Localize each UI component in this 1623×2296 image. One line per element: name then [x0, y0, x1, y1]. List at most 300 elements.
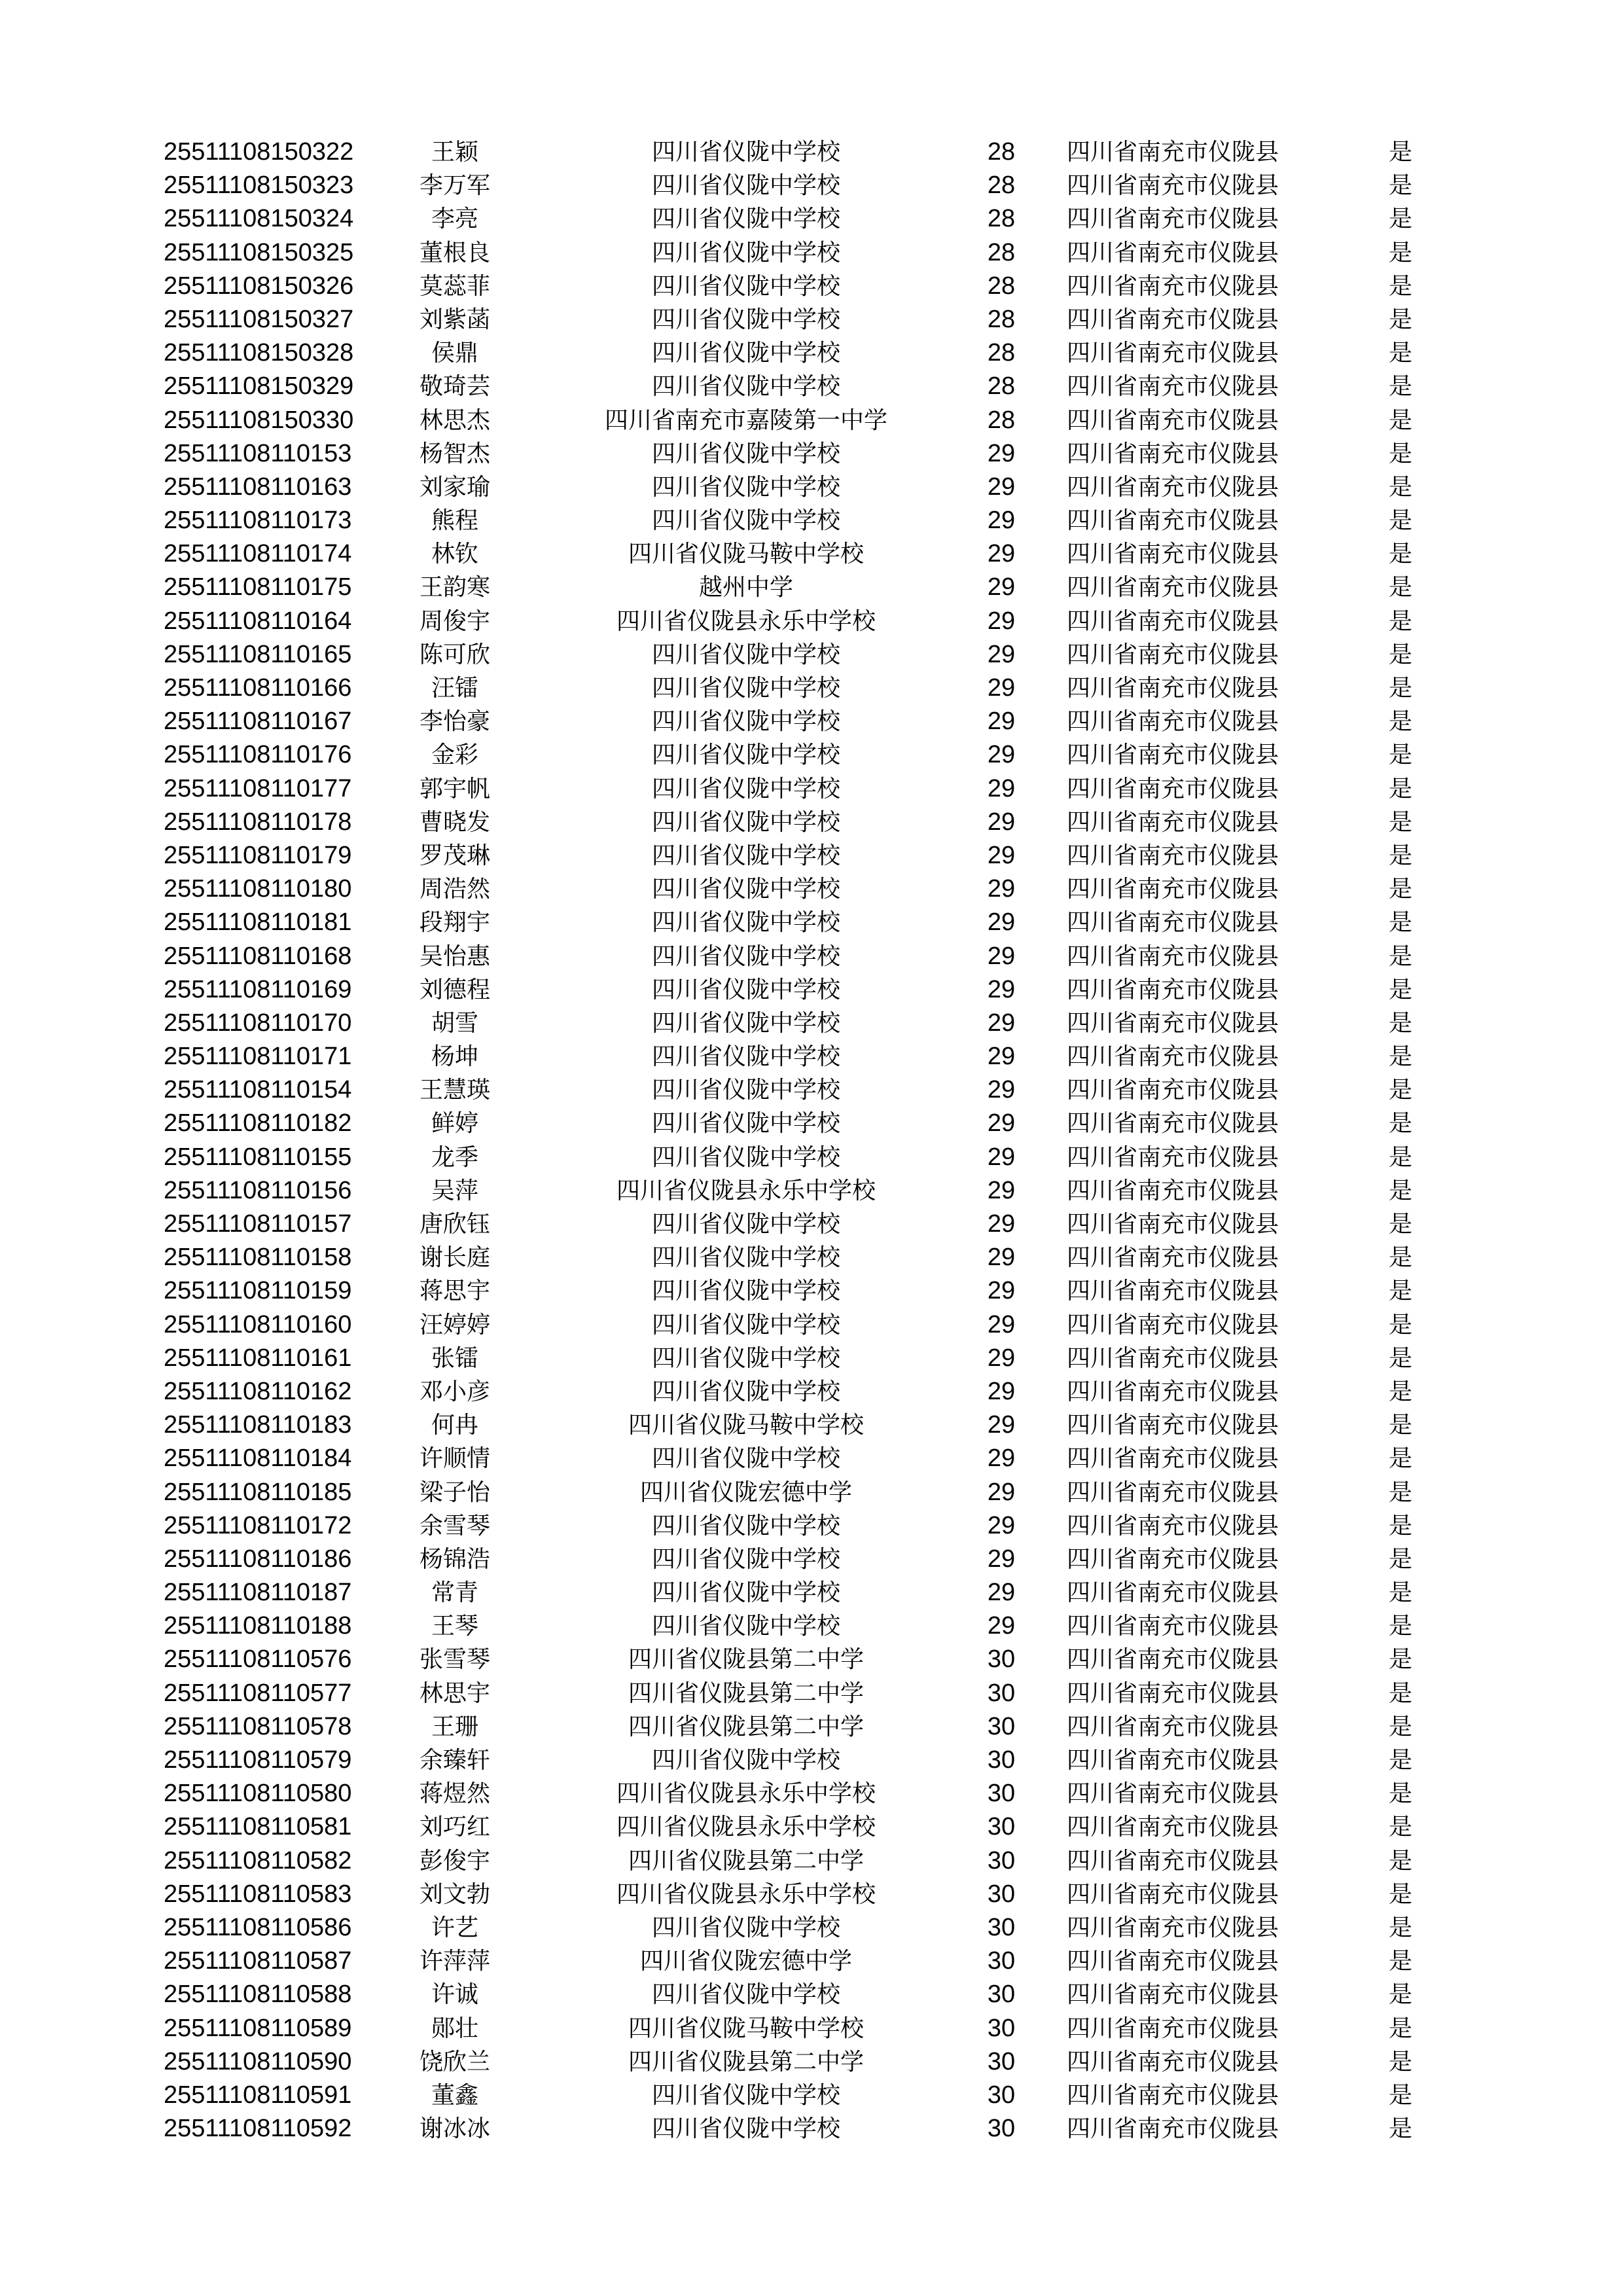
student-name-cell: 杨锦浩 [419, 1545, 490, 1573]
candidate-id-cell: 25511108110178 [164, 808, 352, 836]
region-cell: 四川省南充市仪陇县 [1067, 742, 1279, 769]
eligible-flag-cell: 是 [1388, 1344, 1412, 1372]
student-name-cell: 罗茂琳 [419, 842, 490, 869]
candidate-id-cell: 25511108150325 [164, 238, 354, 266]
candidate-id-cell: 25511108110159 [164, 1277, 352, 1305]
group-number-cell: 28 [987, 238, 1016, 266]
eligible-flag-cell: 是 [1388, 1412, 1412, 1439]
region-cell: 四川省南充市仪陇县 [1067, 909, 1279, 937]
school-name-cell: 四川省仪陇中学校 [651, 473, 840, 501]
table-row [0, 1744, 1623, 1777]
region-cell: 四川省南充市仪陇县 [1067, 306, 1279, 333]
student-name-cell: 许萍萍 [419, 1948, 490, 1975]
table-row [0, 1442, 1623, 1475]
candidate-id-cell: 25511108150322 [164, 138, 354, 166]
table-row [0, 1710, 1623, 1744]
eligible-flag-cell: 是 [1388, 440, 1412, 467]
student-name-cell: 郭宇帆 [419, 775, 490, 802]
group-number-cell: 29 [987, 1109, 1016, 1138]
student-name-cell: 刘紫菡 [419, 306, 490, 333]
school-name-cell: 四川省仪陇中学校 [651, 172, 840, 200]
group-number-cell: 30 [987, 1880, 1016, 1908]
eligible-flag-cell: 是 [1388, 1445, 1412, 1473]
school-name-cell: 四川省仪陇中学校 [651, 842, 840, 869]
group-number-cell: 30 [987, 1679, 1016, 1707]
group-number-cell: 29 [987, 607, 1016, 635]
region-cell: 四川省南充市仪陇县 [1067, 1445, 1279, 1473]
school-name-cell: 四川省仪陇中学校 [651, 708, 840, 736]
student-name-cell: 王琴 [431, 1613, 478, 1640]
student-name-cell: 刘文勃 [419, 1880, 490, 1908]
group-number-cell: 29 [987, 975, 1016, 1003]
region-cell: 四川省南充市仪陇县 [1067, 1311, 1279, 1338]
candidate-id-cell: 25511108110187 [164, 1579, 352, 1607]
region-cell: 四川省南充市仪陇县 [1067, 607, 1279, 635]
student-name-cell: 董鑫 [431, 2081, 478, 2109]
eligible-flag-cell: 是 [1388, 1110, 1412, 1138]
group-number-cell: 29 [987, 1210, 1016, 1238]
eligible-flag-cell: 是 [1388, 1579, 1412, 1607]
school-name-cell: 四川省仪陇中学校 [651, 1110, 840, 1138]
student-name-cell: 杨智杰 [419, 440, 490, 467]
school-name-cell: 四川省仪陇中学校 [651, 1445, 840, 1473]
table-row [0, 940, 1623, 973]
eligible-flag-cell: 是 [1388, 541, 1412, 568]
group-number-cell: 28 [987, 272, 1016, 300]
region-cell: 四川省南充市仪陇县 [1067, 272, 1279, 300]
candidate-id-cell: 25511108110167 [164, 708, 352, 736]
table-row [0, 1911, 1623, 1945]
eligible-flag-cell: 是 [1388, 373, 1412, 401]
region-cell: 四川省南充市仪陇县 [1067, 1344, 1279, 1372]
school-name-cell: 四川省仪陇中学校 [651, 1579, 840, 1607]
candidate-id-cell: 25511108110592 [164, 2115, 352, 2143]
candidate-id-cell: 25511108150330 [164, 406, 354, 434]
group-number-cell: 28 [987, 406, 1016, 434]
table-row [0, 1643, 1623, 1676]
school-name-cell: 四川省仪陇中学校 [651, 373, 840, 401]
group-number-cell: 29 [987, 1377, 1016, 1405]
student-name-cell: 李亮 [431, 206, 478, 233]
student-name-cell: 张雪琴 [419, 1646, 490, 1674]
group-number-cell: 29 [987, 875, 1016, 903]
candidate-id-cell: 25511108110160 [164, 1310, 352, 1338]
candidate-id-cell: 25511108110155 [164, 1143, 352, 1171]
candidate-id-cell: 25511108110171 [164, 1043, 352, 1071]
school-name-cell: 四川省仪陇中学校 [651, 1311, 840, 1338]
student-name-cell: 周浩然 [419, 876, 490, 903]
student-name-cell: 蒋思宇 [419, 1278, 490, 1305]
candidate-id-cell: 25511108110578 [164, 1712, 352, 1740]
table-row [0, 1040, 1623, 1073]
region-cell: 四川省南充市仪陇县 [1067, 1211, 1279, 1238]
student-name-cell: 吴萍 [431, 1177, 478, 1204]
candidate-id-cell: 25511108110591 [164, 2081, 352, 2109]
group-number-cell: 29 [987, 540, 1016, 568]
school-name-cell: 四川省仪陇中学校 [651, 1344, 840, 1372]
candidate-id-cell: 25511108150329 [164, 372, 354, 401]
region-cell: 四川省南充市仪陇县 [1067, 1981, 1279, 2009]
student-name-cell: 谢长庭 [419, 1244, 490, 1272]
region-cell: 四川省南充市仪陇县 [1067, 1177, 1279, 1204]
student-name-cell: 董根良 [419, 239, 490, 266]
school-name-cell: 四川省仪陇中学校 [651, 1043, 840, 1071]
student-name-cell: 龙季 [431, 1143, 478, 1171]
school-name-cell: 四川省仪陇中学校 [651, 1009, 840, 1037]
school-name-cell: 四川省仪陇中学校 [651, 272, 840, 300]
candidate-id-cell: 25511108110587 [164, 1947, 352, 1975]
eligible-flag-cell: 是 [1388, 742, 1412, 769]
candidate-id-cell: 25511108110184 [164, 1444, 352, 1473]
school-name-cell: 四川省仪陇县永乐中学校 [616, 607, 876, 635]
group-number-cell: 30 [987, 1645, 1016, 1674]
group-number-cell: 29 [987, 908, 1016, 937]
student-name-cell: 王颖 [431, 139, 478, 166]
group-number-cell: 28 [987, 205, 1016, 233]
candidate-id-cell: 25511108110165 [164, 640, 352, 668]
student-name-cell: 梁子怡 [419, 1479, 490, 1506]
region-cell: 四川省南充市仪陇县 [1067, 1412, 1279, 1439]
candidate-id-cell: 25511108110158 [164, 1244, 352, 1272]
region-cell: 四川省南充市仪陇县 [1067, 1948, 1279, 1975]
candidate-id-cell: 25511108110580 [164, 1780, 352, 1808]
candidate-id-cell: 25511108110576 [164, 1645, 352, 1674]
eligible-flag-cell: 是 [1388, 675, 1412, 702]
table-row [0, 270, 1623, 303]
student-name-cell: 刘德程 [419, 976, 490, 1003]
candidate-id-cell: 25511108150326 [164, 272, 354, 300]
school-name-cell: 四川省仪陇县永乐中学校 [616, 1814, 876, 1841]
eligible-flag-cell: 是 [1388, 1077, 1412, 1104]
eligible-flag-cell: 是 [1388, 976, 1412, 1003]
region-cell: 四川省南充市仪陇县 [1067, 1914, 1279, 1941]
eligible-flag-cell: 是 [1388, 876, 1412, 903]
school-name-cell: 四川省仪陇马鞍中学校 [628, 1412, 864, 1439]
region-cell: 四川省南充市仪陇县 [1067, 1780, 1279, 1808]
eligible-flag-cell: 是 [1388, 574, 1412, 601]
eligible-flag-cell: 是 [1388, 607, 1412, 635]
region-cell: 四川省南充市仪陇县 [1067, 1110, 1279, 1138]
eligible-flag-cell: 是 [1388, 1177, 1412, 1204]
table-row [0, 1878, 1623, 1911]
school-name-cell: 四川省仪陇中学校 [651, 2081, 840, 2109]
group-number-cell: 29 [987, 774, 1016, 802]
region-cell: 四川省南充市仪陇县 [1067, 340, 1279, 367]
group-number-cell: 28 [987, 138, 1016, 166]
group-number-cell: 28 [987, 372, 1016, 401]
table-row [0, 1543, 1623, 1576]
table-row [0, 705, 1623, 738]
eligible-flag-cell: 是 [1388, 507, 1412, 535]
school-name-cell: 四川省仪陇中学校 [651, 306, 840, 333]
school-name-cell: 四川省仪陇县永乐中学校 [616, 1177, 876, 1204]
region-cell: 四川省南充市仪陇县 [1067, 1579, 1279, 1607]
eligible-flag-cell: 是 [1388, 1780, 1412, 1808]
school-name-cell: 四川省仪陇中学校 [651, 1378, 840, 1405]
candidate-id-cell: 25511108150327 [164, 305, 354, 333]
candidate-id-cell: 25511108110581 [164, 1813, 352, 1841]
school-name-cell: 四川省仪陇中学校 [651, 139, 840, 166]
region-cell: 四川省南充市仪陇县 [1067, 1646, 1279, 1674]
region-cell: 四川省南充市仪陇县 [1067, 1244, 1279, 1272]
group-number-cell: 30 [987, 2081, 1016, 2109]
region-cell: 四川省南充市仪陇县 [1067, 1747, 1279, 1774]
region-cell: 四川省南充市仪陇县 [1067, 1679, 1279, 1707]
region-cell: 四川省南充市仪陇县 [1067, 1143, 1279, 1171]
eligible-flag-cell: 是 [1388, 1378, 1412, 1405]
eligible-flag-cell: 是 [1388, 1880, 1412, 1908]
region-cell: 四川省南充市仪陇县 [1067, 440, 1279, 467]
region-cell: 四川省南充市仪陇县 [1067, 1479, 1279, 1506]
eligible-flag-cell: 是 [1388, 641, 1412, 668]
group-number-cell: 30 [987, 1913, 1016, 1941]
table-row [0, 537, 1623, 571]
candidate-id-cell: 25511108110183 [164, 1411, 352, 1439]
eligible-flag-cell: 是 [1388, 1914, 1412, 1941]
table-row [0, 1677, 1623, 1710]
table-row [0, 772, 1623, 806]
table-row [0, 638, 1623, 672]
group-number-cell: 29 [987, 1344, 1016, 1372]
table-row [0, 839, 1623, 872]
student-name-cell: 唐欣钰 [419, 1211, 490, 1238]
student-name-cell: 谢冰冰 [419, 2115, 490, 2143]
region-cell: 四川省南充市仪陇县 [1067, 574, 1279, 601]
eligible-flag-cell: 是 [1388, 909, 1412, 937]
candidate-id-cell: 25511108110156 [164, 1176, 352, 1204]
eligible-flag-cell: 是 [1388, 775, 1412, 802]
candidate-id-cell: 25511108110185 [164, 1478, 352, 1506]
group-number-cell: 29 [987, 1444, 1016, 1473]
table-row [0, 1777, 1623, 1810]
table-row [0, 404, 1623, 437]
region-cell: 四川省南充市仪陇县 [1067, 675, 1279, 702]
table-row [0, 2012, 1623, 2045]
school-name-cell: 四川省仪陇中学校 [651, 340, 840, 367]
candidate-id-cell: 25511108110177 [164, 774, 352, 802]
eligible-flag-cell: 是 [1388, 2115, 1412, 2143]
school-name-cell: 四川省仪陇中学校 [651, 2115, 840, 2143]
group-number-cell: 29 [987, 1143, 1016, 1171]
region-cell: 四川省南充市仪陇县 [1067, 876, 1279, 903]
candidate-id-cell: 25511108110182 [164, 1109, 352, 1138]
candidate-id-cell: 25511108110586 [164, 1913, 352, 1941]
region-cell: 四川省南充市仪陇县 [1067, 2048, 1279, 2075]
eligible-flag-cell: 是 [1388, 1747, 1412, 1774]
school-name-cell: 四川省南充市嘉陵第一中学 [604, 406, 887, 434]
group-number-cell: 29 [987, 1277, 1016, 1305]
region-cell: 四川省南充市仪陇县 [1067, 1077, 1279, 1104]
group-number-cell: 30 [987, 1846, 1016, 1874]
region-cell: 四川省南充市仪陇县 [1067, 942, 1279, 970]
school-name-cell: 四川省仪陇中学校 [651, 675, 840, 702]
school-name-cell: 四川省仪陇宏德中学 [639, 1948, 852, 1975]
region-cell: 四川省南充市仪陇县 [1067, 1880, 1279, 1908]
table-row [0, 806, 1623, 839]
region-cell: 四川省南充市仪陇县 [1067, 206, 1279, 233]
table-row [0, 1978, 1623, 2011]
student-name-cell: 曹晓发 [419, 808, 490, 836]
region-cell: 四川省南充市仪陇县 [1067, 1278, 1279, 1305]
table-row [0, 303, 1623, 336]
group-number-cell: 30 [987, 1813, 1016, 1841]
region-cell: 四川省南充市仪陇县 [1067, 1009, 1279, 1037]
school-name-cell: 四川省仪陇中学校 [651, 641, 840, 668]
group-number-cell: 29 [987, 1612, 1016, 1640]
student-name-cell: 熊程 [431, 507, 478, 535]
school-name-cell: 四川省仪陇县永乐中学校 [616, 1880, 876, 1908]
group-number-cell: 29 [987, 1579, 1016, 1607]
eligible-flag-cell: 是 [1388, 842, 1412, 869]
group-number-cell: 30 [987, 1981, 1016, 2009]
group-number-cell: 30 [987, 1712, 1016, 1740]
table-row [0, 906, 1623, 939]
school-name-cell: 四川省仪陇中学校 [651, 1981, 840, 2009]
eligible-flag-cell: 是 [1388, 1814, 1412, 1841]
student-name-cell: 蒋煜然 [419, 1780, 490, 1808]
group-number-cell: 29 [987, 573, 1016, 601]
student-name-cell: 段翔宇 [419, 909, 490, 937]
region-cell: 四川省南充市仪陇县 [1067, 708, 1279, 736]
candidate-id-cell: 25511108110588 [164, 1981, 352, 2009]
student-name-cell: 余臻轩 [419, 1747, 490, 1774]
candidate-id-cell: 25511108110188 [164, 1612, 352, 1640]
eligible-flag-cell: 是 [1388, 808, 1412, 836]
student-name-cell: 陈可欣 [419, 641, 490, 668]
group-number-cell: 29 [987, 1511, 1016, 1539]
school-name-cell: 四川省仪陇马鞍中学校 [628, 541, 864, 568]
student-name-cell: 吴怡惠 [419, 942, 490, 970]
group-number-cell: 30 [987, 2047, 1016, 2075]
region-cell: 四川省南充市仪陇县 [1067, 406, 1279, 434]
eligible-flag-cell: 是 [1388, 1847, 1412, 1874]
group-number-cell: 28 [987, 171, 1016, 200]
eligible-flag-cell: 是 [1388, 1679, 1412, 1707]
candidate-id-cell: 25511108110181 [164, 908, 352, 937]
table-row [0, 169, 1623, 202]
table-row [0, 504, 1623, 537]
table-row [0, 2079, 1623, 2112]
eligible-flag-cell: 是 [1388, 1981, 1412, 2009]
table-row [0, 1073, 1623, 1107]
table-row [0, 1945, 1623, 1978]
region-cell: 四川省南充市仪陇县 [1067, 641, 1279, 668]
school-name-cell: 四川省仪陇中学校 [651, 206, 840, 233]
eligible-flag-cell: 是 [1388, 306, 1412, 333]
eligible-flag-cell: 是 [1388, 239, 1412, 266]
region-cell: 四川省南充市仪陇县 [1067, 541, 1279, 568]
student-name-cell: 侯鼎 [431, 340, 478, 367]
eligible-flag-cell: 是 [1388, 1545, 1412, 1573]
candidate-id-cell: 25511108110579 [164, 1746, 352, 1774]
group-number-cell: 28 [987, 305, 1016, 333]
candidate-id-cell: 25511108150324 [164, 205, 354, 233]
student-name-cell: 许顺情 [419, 1445, 490, 1473]
table-row [0, 1208, 1623, 1241]
student-name-cell: 王韵寒 [419, 574, 490, 601]
table-row [0, 738, 1623, 772]
candidate-id-cell: 25511108110163 [164, 473, 352, 501]
table-row [0, 471, 1623, 504]
candidate-id-cell: 25511108110176 [164, 741, 352, 769]
school-name-cell: 四川省仪陇宏德中学 [639, 1479, 852, 1506]
eligible-flag-cell: 是 [1388, 2048, 1412, 2075]
table-row [0, 2045, 1623, 2079]
student-name-cell: 王珊 [431, 1713, 478, 1740]
candidate-id-cell: 25511108110590 [164, 2047, 352, 2075]
region-cell: 四川省南充市仪陇县 [1067, 373, 1279, 401]
region-cell: 四川省南充市仪陇县 [1067, 976, 1279, 1003]
region-cell: 四川省南充市仪陇县 [1067, 808, 1279, 836]
group-number-cell: 29 [987, 841, 1016, 869]
group-number-cell: 29 [987, 1545, 1016, 1573]
student-name-cell: 林钦 [431, 541, 478, 568]
student-name-cell: 饶欣兰 [419, 2048, 490, 2075]
eligible-flag-cell: 是 [1388, 1713, 1412, 1740]
table-row [0, 571, 1623, 604]
table-row [0, 872, 1623, 906]
student-name-cell: 周俊宇 [419, 607, 490, 635]
school-name-cell: 四川省仪陇中学校 [651, 507, 840, 535]
candidate-id-cell: 25511108110169 [164, 975, 352, 1003]
school-name-cell: 四川省仪陇中学校 [651, 1545, 840, 1573]
group-number-cell: 28 [987, 339, 1016, 367]
student-name-cell: 刘家瑜 [419, 473, 490, 501]
region-cell: 四川省南充市仪陇县 [1067, 2015, 1279, 2042]
table-row [0, 1241, 1623, 1274]
candidate-id-cell: 25511108110179 [164, 841, 352, 869]
group-number-cell: 30 [987, 1780, 1016, 1808]
student-name-cell: 彭俊宇 [419, 1847, 490, 1874]
table-row [0, 1274, 1623, 1308]
eligible-flag-cell: 是 [1388, 708, 1412, 736]
eligible-flag-cell: 是 [1388, 406, 1412, 434]
region-cell: 四川省南充市仪陇县 [1067, 1713, 1279, 1740]
group-number-cell: 29 [987, 439, 1016, 467]
school-name-cell: 四川省仪陇县第二中学 [628, 2048, 864, 2075]
student-name-cell: 邓小彦 [419, 1378, 490, 1405]
student-name-cell: 何冉 [431, 1412, 478, 1439]
student-name-cell: 莫蕊菲 [419, 272, 490, 300]
student-name-cell: 常青 [431, 1579, 478, 1607]
eligible-flag-cell: 是 [1388, 1479, 1412, 1506]
eligible-flag-cell: 是 [1388, 1143, 1412, 1171]
school-name-cell: 四川省仪陇中学校 [651, 742, 840, 769]
region-cell: 四川省南充市仪陇县 [1067, 2115, 1279, 2143]
table-row [0, 1576, 1623, 1609]
candidate-id-cell: 25511108110157 [164, 1210, 352, 1238]
eligible-flag-cell: 是 [1388, 172, 1412, 200]
table-row [0, 1810, 1623, 1844]
student-name-cell: 汪婷婷 [419, 1311, 490, 1338]
student-name-cell: 刘巧红 [419, 1814, 490, 1841]
student-name-cell: 王慧瑛 [419, 1077, 490, 1104]
student-name-cell: 金彩 [431, 742, 478, 769]
eligible-flag-cell: 是 [1388, 1278, 1412, 1305]
group-number-cell: 29 [987, 741, 1016, 769]
school-name-cell: 四川省仪陇马鞍中学校 [628, 2015, 864, 2042]
candidate-id-cell: 25511108110166 [164, 674, 352, 702]
group-number-cell: 29 [987, 1043, 1016, 1071]
table-row [0, 202, 1623, 236]
eligible-flag-cell: 是 [1388, 272, 1412, 300]
data-table [0, 135, 1623, 2145]
school-name-cell: 四川省仪陇中学校 [651, 976, 840, 1003]
school-name-cell: 四川省仪陇中学校 [651, 1613, 840, 1640]
region-cell: 四川省南充市仪陇县 [1067, 1613, 1279, 1640]
candidate-id-cell: 25511108110164 [164, 607, 352, 635]
student-name-cell: 李怡豪 [419, 708, 490, 736]
